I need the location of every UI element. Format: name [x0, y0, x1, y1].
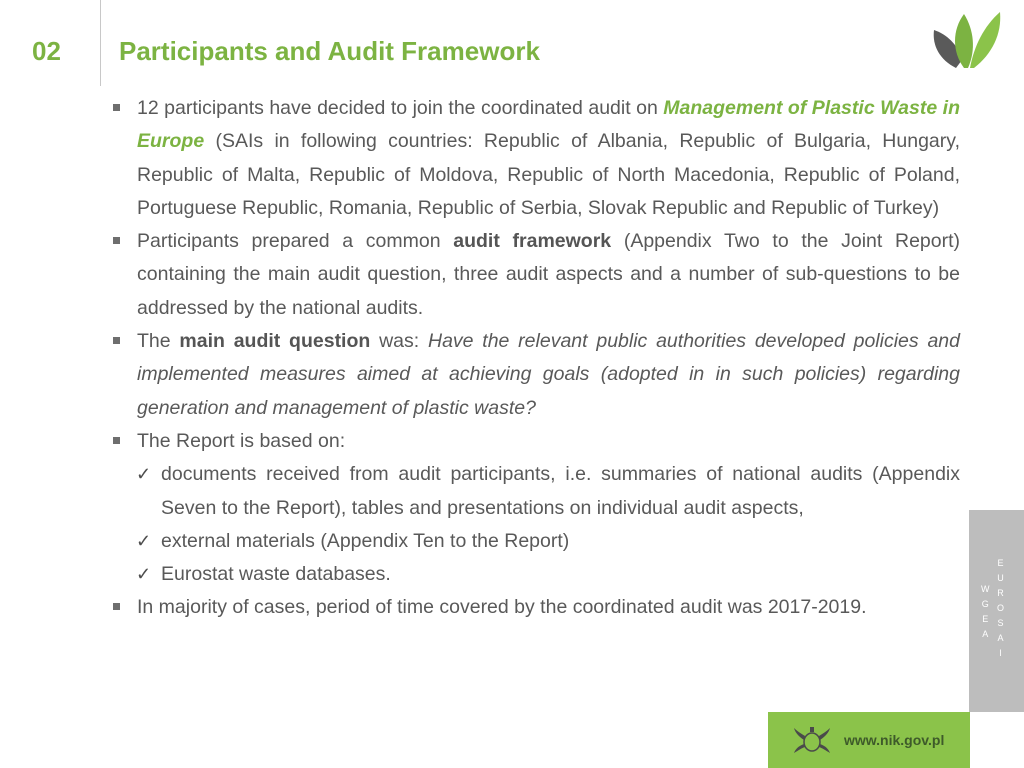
- question-italic: Have the relevant public authorities developed policies and implemented measures aimed at achieving goals (adopted in in such policies) regarding generation and management of plastic waste?: [137, 330, 960, 419]
- website-link[interactable]: www.nik.gov.pl: [844, 732, 945, 748]
- checkmark-icon: ✓: [136, 464, 152, 485]
- report-basis-text: The Report is based on:: [137, 429, 346, 452]
- participants-text-2: (SAIs in following countries: Republic of Albania, Republic of Bulgaria, Hungary, Republic of Malta, Republic of Moldova, Republic of North Macedonia, Republic of Poland, Portuguese Republic, Romania, Republic of Serbia, Slovak Republic and Republic of Turkey): [137, 130, 960, 219]
- sub-item-documents: [110, 458, 960, 525]
- eurosai-letters: E U R O S A I: [997, 558, 1005, 658]
- checkmark-icon: ✓: [136, 530, 152, 551]
- bullet-report-basis: [110, 425, 960, 458]
- bullet-audit-framework: [110, 225, 960, 325]
- bullet-square-icon: [113, 237, 120, 244]
- sub-item-external: [110, 525, 960, 558]
- sub-item-external-text: external materials (Appendix Ten to the Report): [161, 529, 570, 552]
- sub-item-documents-text: documents received from audit participants, i.e. summaries of national audits (Appendix Seven to the Report), tables and presentations on individual audit aspects,: [161, 463, 960, 519]
- bullet-square-icon: [113, 104, 120, 111]
- bullet-square-icon: [113, 437, 120, 444]
- checkmark-icon: ✓: [136, 564, 152, 585]
- bullet-main-question: [110, 325, 960, 425]
- bullet-time-period: [110, 591, 960, 624]
- framework-text-2: (Appendix Two to the Joint Report) containing the main audit question, three audit aspects and a number of sub-questions to be addressed by the national audits.: [137, 230, 961, 319]
- page-title: Participants and Audit Framework: [119, 36, 540, 66]
- nik-eagle-emblem-icon: [792, 724, 832, 756]
- participants-text-1: 12 participants have decided to join the coordinated audit on: [137, 97, 664, 119]
- question-text-2: was:: [370, 330, 428, 353]
- slide-number: 02: [32, 36, 61, 66]
- header-divider: [100, 0, 101, 86]
- footer-bar: [768, 712, 970, 768]
- question-bold: main audit question: [179, 330, 371, 353]
- sub-item-eurostat: [110, 558, 960, 591]
- leaf-logo-icon: [930, 8, 1002, 70]
- bullet-participants: [110, 92, 960, 225]
- bullet-square-icon: [113, 603, 120, 610]
- wgea-letters: W G E A: [981, 584, 990, 639]
- sub-item-eurostat-text: Eurostat waste databases.: [161, 563, 391, 586]
- bullet-square-icon: [113, 337, 120, 344]
- content-body: [110, 92, 960, 625]
- audit-topic-highlight: Management of Plastic Waste in Europe: [137, 97, 960, 153]
- eurosai-wgea-badge: [969, 510, 1024, 712]
- question-text-1: The: [137, 330, 180, 353]
- framework-text-1: Participants prepared a common: [137, 230, 454, 253]
- time-period-text: In majority of cases, period of time covered by the coordinated audit was 2017-2019.: [137, 596, 867, 619]
- framework-bold: audit framework: [453, 230, 612, 253]
